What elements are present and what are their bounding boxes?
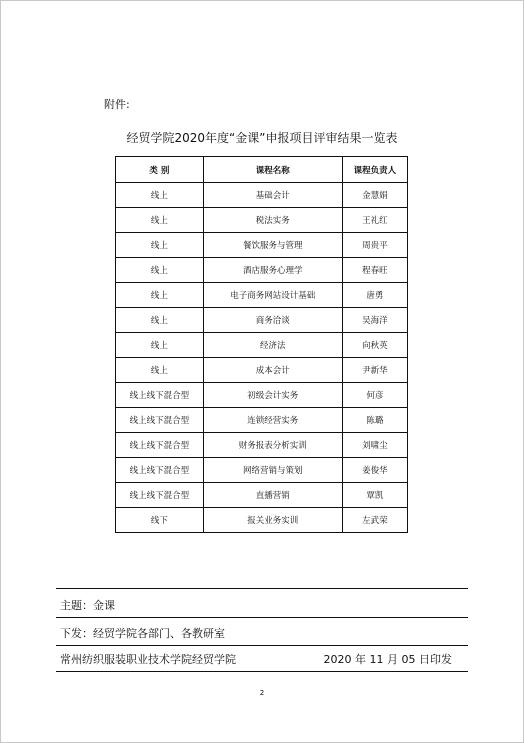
- cell-category: 线上线下混合型: [116, 483, 204, 508]
- table-row: [116, 483, 408, 508]
- footer-issuer: 常州纺织服装职业技术学院经贸学院: [60, 653, 236, 666]
- cell-course-name: 报关业务实训: [203, 508, 342, 533]
- cell-course-name: 酒店服务心理学: [203, 258, 342, 283]
- table-header-row: [116, 157, 408, 183]
- header-category: 类 别: [116, 157, 204, 183]
- cell-course-leader: 左武荣: [342, 508, 407, 533]
- cell-course-name: 成本会计: [203, 358, 342, 383]
- attachment-label: 附件:: [104, 98, 130, 111]
- results-table: [115, 156, 408, 533]
- cell-course-name: 餐饮服务与管理: [203, 233, 342, 258]
- cell-course-leader: 覃凯: [342, 483, 407, 508]
- table-row: [116, 183, 408, 208]
- cell-category: 线上线下混合型: [116, 383, 204, 408]
- table-row: [116, 433, 408, 458]
- table-row: [116, 333, 408, 358]
- cell-category: 线上: [116, 258, 204, 283]
- table-row: [116, 358, 408, 383]
- cell-course-name: 连锁经营实务: [203, 408, 342, 433]
- cell-category: 线上: [116, 183, 204, 208]
- table-row: [116, 508, 408, 533]
- cell-course-leader: 尹新华: [342, 358, 407, 383]
- table-row: [116, 283, 408, 308]
- table-row: [116, 308, 408, 333]
- cell-course-leader: 向秋英: [342, 333, 407, 358]
- footer-rule-top: [56, 588, 468, 589]
- cell-course-name: 经济法: [203, 333, 342, 358]
- table-row: [116, 233, 408, 258]
- cell-category: 线下: [116, 508, 204, 533]
- footer-issue-date: 2020 年 11 月 05 日印发: [323, 653, 452, 666]
- page-number: 2: [259, 689, 265, 697]
- footer-distribution: 下发：经贸学院各部门、各教研室: [60, 627, 225, 640]
- document-title: 经贸学院2020年度“金课”申报项目评审结果一览表: [126, 131, 398, 145]
- cell-course-leader: 周贵平: [342, 233, 407, 258]
- cell-category: 线上: [116, 308, 204, 333]
- footer-rule-1: [56, 617, 468, 618]
- footer-rule-2: [56, 645, 468, 646]
- cell-category: 线上: [116, 358, 204, 383]
- header-course-leader: 课程负责人: [342, 157, 407, 183]
- table-row: [116, 208, 408, 233]
- table-row: [116, 383, 408, 408]
- cell-course-leader: 王礼红: [342, 208, 407, 233]
- cell-course-name: 税法实务: [203, 208, 342, 233]
- cell-category: 线上: [116, 333, 204, 358]
- cell-category: 线上: [116, 233, 204, 258]
- footer-subject: 主题：金课: [60, 599, 115, 612]
- table-row: [116, 458, 408, 483]
- cell-course-name: 商务洽谈: [203, 308, 342, 333]
- cell-course-leader: 程春旺: [342, 258, 407, 283]
- cell-course-name: 财务报表分析实训: [203, 433, 342, 458]
- table-row: [116, 258, 408, 283]
- cell-course-leader: 唐勇: [342, 283, 407, 308]
- table-row: [116, 408, 408, 433]
- footer-rule-bottom: [56, 671, 468, 672]
- cell-category: 线上: [116, 283, 204, 308]
- cell-course-leader: 姜俊华: [342, 458, 407, 483]
- cell-category: 线上线下混合型: [116, 408, 204, 433]
- cell-course-leader: 何彦: [342, 383, 407, 408]
- cell-course-leader: 金慧娟: [342, 183, 407, 208]
- cell-course-name: 基础会计: [203, 183, 342, 208]
- cell-category: 线上线下混合型: [116, 458, 204, 483]
- cell-course-name: 初级会计实务: [203, 383, 342, 408]
- cell-course-name: 电子商务网站设计基础: [203, 283, 342, 308]
- cell-category: 线上: [116, 208, 204, 233]
- cell-course-name: 网络营销与策划: [203, 458, 342, 483]
- header-course-name: 课程名称: [203, 157, 342, 183]
- cell-course-leader: 吴海洋: [342, 308, 407, 333]
- cell-category: 线上线下混合型: [116, 433, 204, 458]
- cell-course-leader: 刘啸尘: [342, 433, 407, 458]
- cell-course-leader: 陈璐: [342, 408, 407, 433]
- cell-course-name: 直播营销: [203, 483, 342, 508]
